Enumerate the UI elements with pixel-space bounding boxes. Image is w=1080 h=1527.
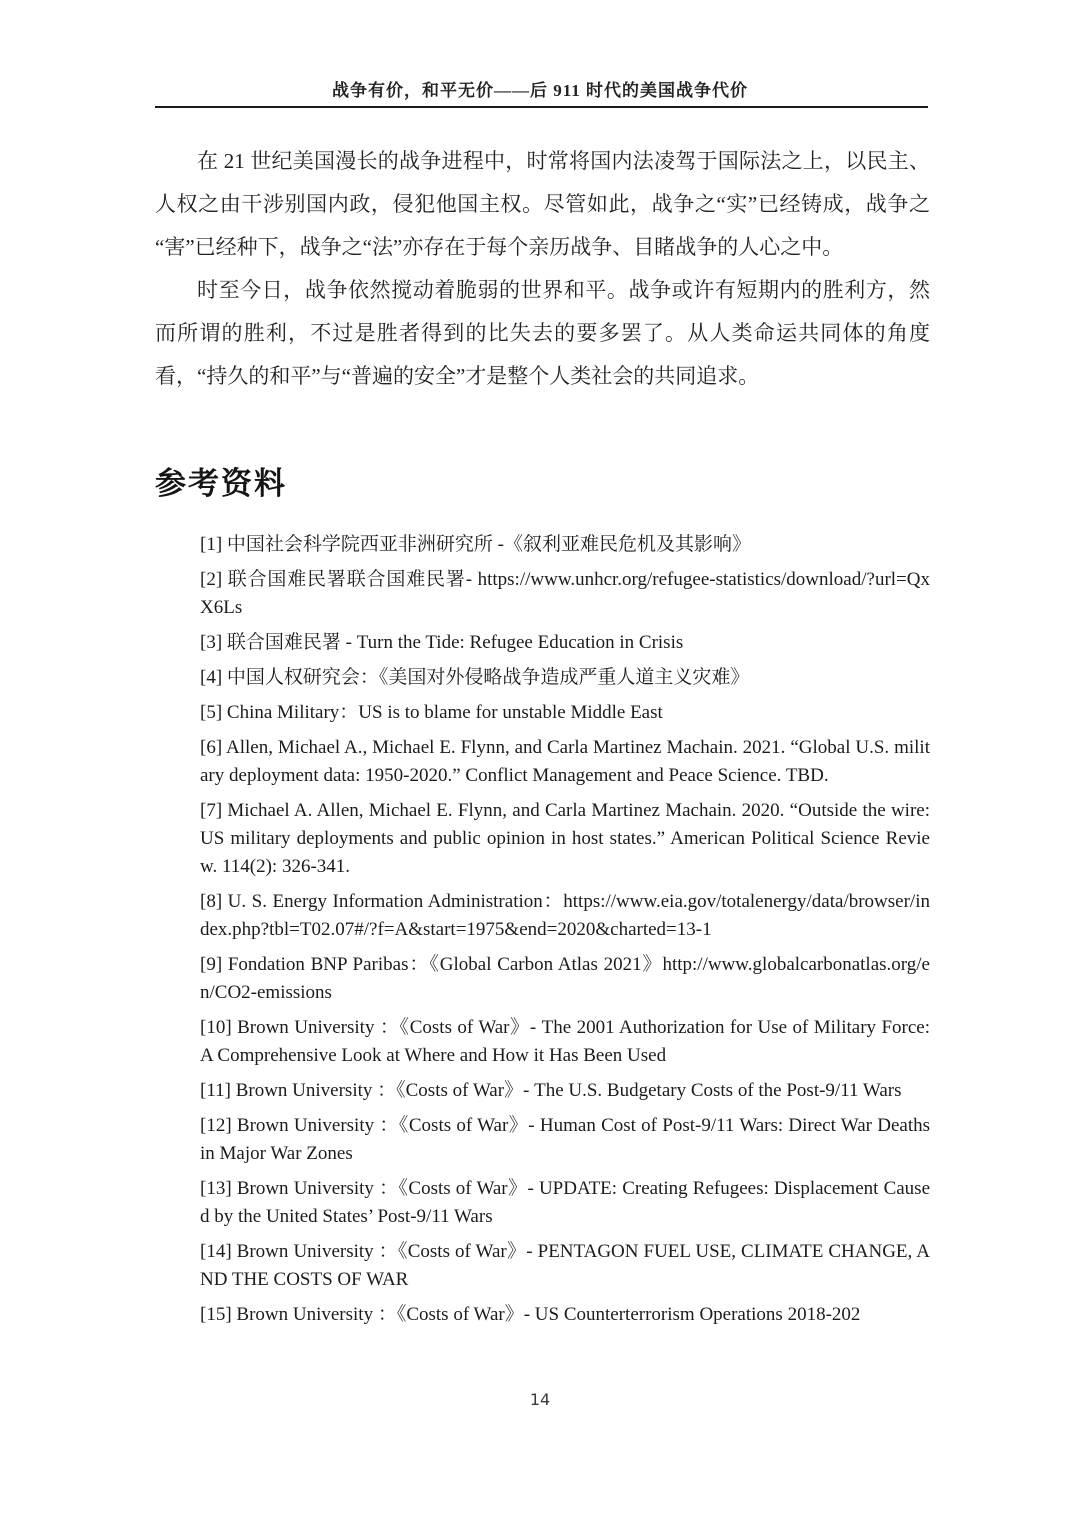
reference-item-1: [1] 中国社会科学院西亚非洲研究所 -《叙利亚难民危机及其影响》 bbox=[200, 534, 751, 555]
reference-item-15: [15] Brown University ：《Costs of War》- US Counterterrorism Operations 2018-202 bbox=[200, 1304, 861, 1325]
running-header bbox=[0, 0, 1080, 108]
reference-item-3: [3] 联合国难民署 - Turn the Tide: Refugee Education in Crisis bbox=[200, 632, 684, 653]
document-content bbox=[0, 140, 1080, 1329]
body-paragraph-2: 时至今日，战争依然搅动着脆弱的世界和平。战争或许有短期内的胜利方，然而所谓的胜利，不过是胜者得到的比失去的要多罢了。从人类命运共同体的角度看，“持久的和平”与“普遍的安全”才是整个人类社会的共同追求。 bbox=[155, 278, 930, 388]
page-footer bbox=[0, 1390, 1080, 1410]
reference-list bbox=[200, 531, 930, 1329]
reference-item-6: [6] Allen, Michael A., Michael E. Flynn, and Carla Martinez Machain. 2021. “Global U.S. military deployment data: 1950-2020.” Conflict Management and Peace Science. TBD. bbox=[200, 737, 930, 786]
reference-item-5: [5] China Military：US is to blame for unstable Middle East bbox=[200, 702, 663, 723]
reference-item-10: [10] Brown University ：《Costs of War》- The 2001 Authorization for Use of Military Force: A Comprehensive Look at Where and How it Has Been Used bbox=[200, 1017, 930, 1066]
page-number: 14 bbox=[529, 1390, 551, 1409]
references-heading: 参考资料 bbox=[155, 466, 287, 501]
reference-item-8: [8] U. S. Energy Information Administration：https://www.eia.gov/totalenergy/data/browser/index.php?tbl=T02.07#/?f=A&start=1975&end=2020&charted=13-1 bbox=[200, 891, 930, 940]
reference-item-4: [4] 中国人权研究会：《美国对外侵略战争造成严重人道主义灾难》 bbox=[200, 667, 750, 688]
header-divider-rule bbox=[155, 106, 928, 108]
reference-item-9: [9] Fondation BNP Paribas：《Global Carbon Atlas 2021》http://www.globalcarbonatlas.org/en/CO2-emissions bbox=[200, 954, 930, 1003]
reference-item-12: [12] Brown University ：《Costs of War》- Human Cost of Post-9/11 Wars: Direct War Deaths in Major War Zones bbox=[200, 1115, 930, 1164]
reference-item-7: [7] Michael A. Allen, Michael E. Flynn, and Carla Martinez Machain. 2020. “Outside the wire: US military deployments and public opinion in host states.” American Political Science Review. 114(2): 326-341. bbox=[200, 800, 930, 877]
running-header-title: 战争有价，和平无价——后 911 时代的美国战争代价 bbox=[331, 81, 749, 100]
body-paragraph-1: 在 21 世纪美国漫长的战争进程中，时常将国内法凌驾于国际法之上，以民主、人权之由干涉别国内政，侵犯他国主权。尽管如此，战争之“实”已经铸成，战争之“害”已经种下，战争之“法”亦存在于每个亲历战争、目睹战争的人心之中。 bbox=[155, 149, 930, 259]
reference-item-2: [2] 联合国难民署联合国难民署- https://www.unhcr.org/refugee-statistics/download/?url=QxX6Ls bbox=[200, 569, 930, 618]
reference-item-14: [14] Brown University ：《Costs of War》- PENTAGON FUEL USE, CLIMATE CHANGE, AND THE COSTS OF WAR bbox=[200, 1241, 930, 1290]
reference-item-11: [11] Brown University ：《Costs of War》- The U.S. Budgetary Costs of the Post-9/11 Wars bbox=[200, 1080, 902, 1101]
reference-item-13: [13] Brown University ：《Costs of War》- UPDATE: Creating Refugees: Displacement Caused by the United States’ Post-9/11 Wars bbox=[200, 1178, 930, 1227]
